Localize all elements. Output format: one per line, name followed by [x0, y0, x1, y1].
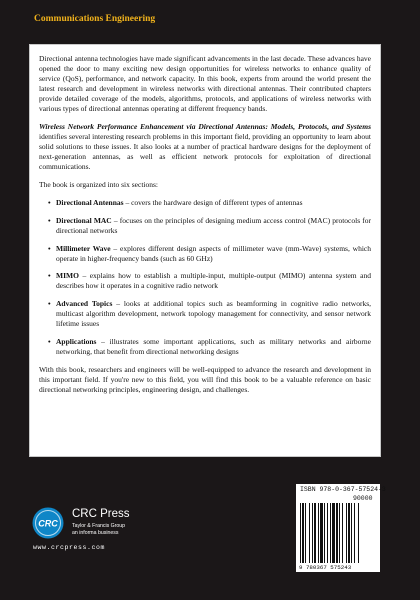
section-name: Millimeter Wave: [56, 243, 111, 253]
section-item: [48, 216, 371, 236]
bullet-icon: •: [48, 271, 51, 281]
section-item: [48, 244, 371, 264]
sections-intro: The book is organized into six sections:: [39, 179, 159, 189]
bullet-icon: •: [48, 299, 51, 309]
section-desc: – focuses on the principles of designing medium access control (MAC) protocols for directional networks: [56, 215, 371, 235]
bullet-icon: •: [48, 197, 51, 207]
book-title: Wireless Network Performance Enhancement via Directional Antennas: Models, Protocols, and Systems: [39, 122, 371, 132]
publisher-tagline: an informa business: [72, 529, 119, 536]
publisher-name: CRC Press: [72, 508, 130, 520]
section-name: MIMO: [56, 271, 79, 281]
section-item: [48, 337, 371, 357]
book-summary-paragraph: [39, 122, 371, 172]
section-item: [48, 198, 371, 208]
category-label: Communications Engineering: [34, 14, 156, 24]
publisher-group: Taylor & Francis Group: [72, 523, 126, 529]
price-code: 90000: [353, 495, 373, 502]
description-panel: [29, 44, 381, 457]
barcode-digits: 9 780367 575243: [299, 564, 352, 571]
publisher-subtitle: [72, 523, 125, 536]
isbn-barcode-box: [296, 484, 386, 572]
bullet-icon: •: [48, 336, 51, 346]
section-desc: – covers the hardware design of different types of antennas: [123, 197, 303, 207]
crc-press-logo-icon: [32, 507, 64, 539]
isbn-label: ISBN 978-0-367-57524-3: [300, 486, 386, 493]
barcode-icon: [300, 503, 376, 563]
bullet-icon: •: [48, 243, 51, 253]
section-desc: – looks at additional topics such as beamforming in cognitive radio networks, multicast algorithm development, network topology management for connectivity, and sensor network lifetime issues: [56, 299, 371, 329]
section-item: [48, 271, 371, 291]
section-desc: – explores different design aspects of millimeter wave (mm-Wave) systems, which operate in higher-frequency bands (such as 60 GHz): [56, 243, 371, 263]
section-desc: – explains how to establish a multiple-input, multiple-output (MIMO) antenna system and describes how it operates in a cognitive radio network: [56, 271, 371, 291]
publisher-url: www.crcpress.com: [33, 544, 106, 551]
book-summary-text: identifies several interesting research problems in this important field, providing an opportunity to learn about solid solutions to these issues. It also looks at a number of practical hardware designs for the deployment of next-generation antennas, as well as efficient network protocols for exploitation of directional communications.: [39, 132, 371, 172]
logo-lettering: CRC: [38, 518, 58, 529]
section-name: Advanced Topics: [56, 299, 113, 309]
intro-paragraph: Directional antenna technologies have made significant advancements in the last decade. These advances have opened the door to many exciting new design opportunities for wireless networks to enhance quality of service (QoS), performance, and network capacity. In this book, experts from around the world present the latest research and development in wireless networks with directional antennas. Their contributed chapters provide detailed coverage of the models, algorithms, protocols, and applications of wireless networks with various types of directional antennas operating at different frequency bands.: [39, 54, 371, 113]
bullet-icon: •: [48, 215, 51, 225]
section-name: Directional MAC: [56, 215, 112, 225]
section-item: [48, 299, 371, 329]
section-desc: – illustrates some important applications, such as military networks and airborne networking, that benefit from directional networking designs: [56, 336, 371, 356]
closing-paragraph: With this book, researchers and engineers will be well-equipped to advance the research and development in this important field. If you're new to this field, you will find this book to be a valuable reference on basic directional networking principles, engineering design, and challenges.: [39, 364, 371, 394]
section-name: Directional Antennas: [56, 197, 124, 207]
sections-list: [39, 198, 371, 357]
section-name: Applications: [56, 336, 97, 346]
